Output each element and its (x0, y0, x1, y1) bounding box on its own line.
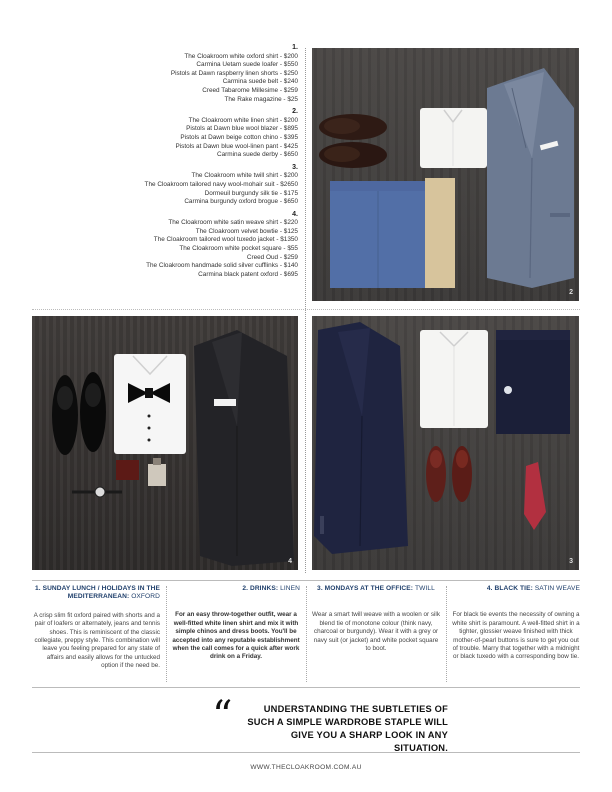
caption-subtitle: LINEN (280, 585, 300, 592)
photo-black-tie-illustration (32, 316, 298, 570)
caption-body: Wear a smart twill weave with a woolen or silk blend tie of monotone colour (think navy, charcoal or burgundy). Wear it with a grey or navy suit (or jacket) and white pocket square to boot. (312, 611, 440, 653)
list-item: Dormeuil burgundy silk tie - $175 (204, 189, 298, 197)
caption-divider (446, 586, 447, 682)
photo-number: 2 (569, 289, 573, 296)
caption-satin-weave (452, 585, 580, 662)
list-number: 3. (292, 163, 298, 171)
footer-url: WWW.THECLOAKROOM.COM.AU (250, 764, 362, 771)
list-item: Pistols at Dawn raspberry linen shorts - $250 (170, 69, 298, 77)
list-item: The Cloakroom white satin weave shirt - $220 (168, 219, 298, 227)
column-divider (305, 48, 306, 573)
caption-body: A crisp slim fit oxford paired with shorts and a pair of loafers or alternately, jeans and tennis shoes. This is reminiscent of the classic collegiate, preppy style. This combination will leave you feeling prepared for any state of affairs and easily allows for the untucked option if the need be. (33, 611, 160, 670)
caption-linen (172, 585, 300, 662)
footer-rule (32, 752, 580, 753)
list-item: The Cloakroom handmade solid silver cufflinks - $140 (146, 262, 298, 270)
caption-title: 1. SUNDAY LUNCH / HOLIDAYS IN THE MEDITERRANEAN: (34, 585, 160, 601)
caption-heading (452, 585, 580, 593)
list-item: The Cloakroom tailored navy wool-mohair suit - $2650 (144, 180, 298, 188)
caption-twill (312, 585, 440, 653)
caption-title: 4. BLACK TIE: (486, 585, 533, 592)
caption-heading (312, 585, 440, 593)
photo-drinks-outfit (312, 48, 579, 301)
list-item: Carmina black patent oxford - $695 (198, 270, 298, 278)
product-list (60, 44, 298, 279)
photo-number: 4 (288, 558, 292, 565)
list-item: Carmina Uetam suede loafer - $550 (196, 61, 298, 69)
quote-top-rule (32, 687, 580, 688)
photo-office-illustration (312, 316, 579, 570)
caption-oxford (32, 585, 160, 671)
list-number: 2. (292, 108, 298, 116)
list-item: Carmina burgundy oxford brogue - $650 (184, 198, 298, 206)
list-item: Pistols at Dawn blue wool blazer - $895 (186, 125, 298, 133)
photo-drinks-illustration (312, 48, 579, 301)
photo-black-tie-outfit (32, 316, 298, 570)
list-item: The Cloakroom white oxford shirt - $200 (184, 52, 298, 60)
pull-quote: UNDERSTANDING THE SUBTLETIES OF SUCH A SIMPLE WARDROBE STAPLE WILL GIVE YOU A SHARP LOOK IN ANY SITUATION. (247, 704, 448, 753)
row-divider (32, 309, 580, 310)
photo-number: 3 (569, 558, 573, 565)
list-item: Creed Tabarome Millesime - $259 (202, 86, 298, 94)
list-item: Creed Oud - $259 (246, 253, 298, 261)
caption-heading (172, 585, 300, 593)
list-item: The Cloakroom white linen shirt - $200 (188, 116, 298, 124)
caption-heading (32, 585, 160, 602)
list-item: The Cloakroom white twill shirt - $200 (191, 172, 298, 180)
list-item: Pistols at Dawn blue wool-linen pant - $425 (175, 142, 298, 150)
caption-divider (306, 586, 307, 682)
list-item: The Cloakroom tailored wool tuxedo jacket - $1350 (153, 236, 298, 244)
list-item: The Cloakroom white pocket square - $55 (179, 245, 298, 253)
quote-mark-icon: “ (212, 693, 233, 739)
list-item: Carmina suede belt - $240 (222, 78, 298, 86)
list-number: 4. (292, 210, 298, 218)
caption-top-rule (32, 580, 580, 581)
caption-body: For an easy throw-together outfit, wear a well-fitted white linen shirt and mix it with simple chinos and dress boots. You'll be accepted into any reputable establishment when the call comes for a quick after work drink on a Friday. (172, 611, 300, 661)
caption-subtitle: OXFORD (131, 593, 160, 601)
caption-divider (166, 586, 167, 682)
list-item: The Cloakroom velvet bowtie - $125 (195, 227, 298, 235)
caption-title: 3. MONDAYS AT THE OFFICE: (317, 585, 414, 592)
caption-body: For black tie events the necessity of owning a white shirt is paramount. A well-fitted shirt in a tighter, glossier weave finished with thick mother-of-pearl buttons is sure to get you out of trouble. Marry that together with a midnight or black tuxedo with a corresponding bow tie. (452, 611, 580, 661)
caption-title: 2. DRINKS: (242, 585, 279, 592)
caption-subtitle: SATIN WEAVE (534, 585, 580, 592)
list-item: Pistols at Dawn beige cotton chino - $395 (180, 133, 298, 141)
photo-office-outfit (312, 316, 579, 570)
list-item: Carmina suede derby - $650 (217, 151, 298, 159)
list-number: 1. (292, 44, 298, 51)
list-item: The Rake magazine - $25 (224, 95, 298, 103)
caption-subtitle: TWILL (415, 585, 435, 592)
